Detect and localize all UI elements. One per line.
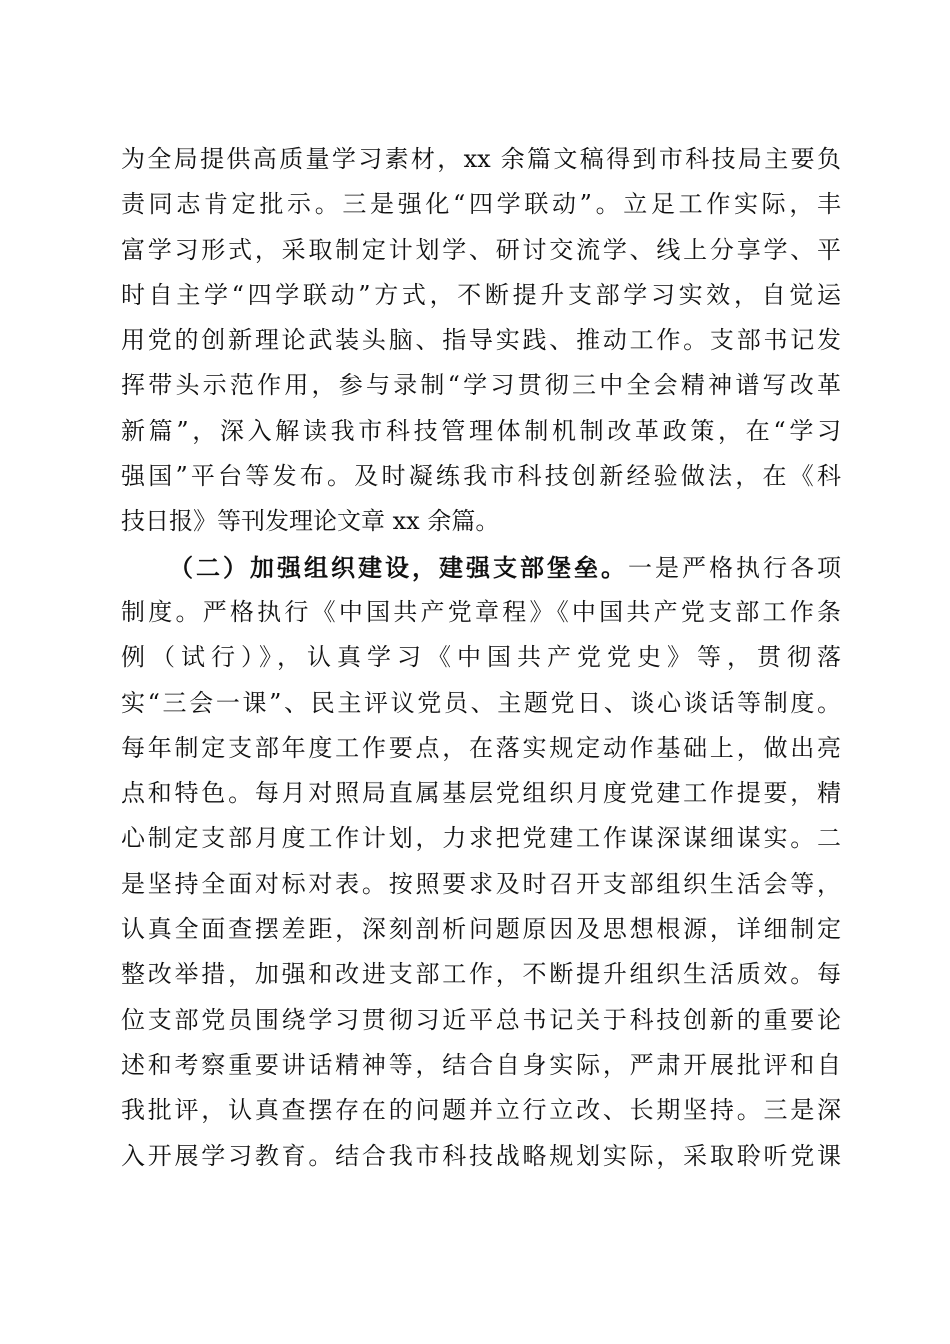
text-line: 挥带头示范作用，参与录制“学习贯彻三中全会精神谱写改革	[121, 371, 841, 400]
document-body	[121, 137, 841, 1179]
text-line: 新篇”，深入解读我市科技管理体制机制改革政策，在“学习	[121, 416, 841, 445]
text-line: 用党的创新理论武装头脑、指导实践、推动工作。支部书记发	[121, 326, 841, 355]
text-line: 每年制定支部年度工作要点，在落实规定动作基础上，做出亮	[121, 733, 841, 762]
text-line: 技日报》等刊发理论文章 xx 余篇。	[121, 507, 500, 536]
text-line: 我批评，认真查摆存在的问题并立行立改、长期坚持。三是深	[121, 1096, 841, 1125]
text-line: 认真全面查摆差距，深刻剖析问题原因及思想根源，详细制定	[121, 915, 841, 944]
text-line: 入开展学习教育。结合我市科技战略规划实际，采取聆听党课	[121, 1141, 841, 1170]
section-first-line-text: 一是严格执行各项	[628, 553, 841, 582]
text-line: 点和特色。每月对照局直属基层党组织月度党建工作提要，精	[121, 779, 841, 808]
text-line: 例（试行）》，认真学习《中国共产党党史》等，贯彻落	[121, 643, 841, 672]
text-line: 述和考察重要讲话精神等，结合自身实际，严肃开展批评和自	[121, 1050, 841, 1079]
text-line: 整改举措，加强和改进支部工作，不断提升组织生活质效。每	[121, 960, 841, 989]
text-line: 时自主学“四学联动”方式，不断提升支部学习实效，自觉运	[121, 280, 841, 309]
text-line: 是坚持全面对标对表。按照要求及时召开支部组织生活会等，	[121, 869, 841, 898]
text-line: 制度。严格执行《中国共产党章程》《中国共产党支部工作条	[121, 597, 841, 626]
text-line: 为全局提供高质量学习素材，xx 余篇文稿得到市科技局主要负	[121, 145, 841, 173]
text-line: 富学习形式，采取制定计划学、研讨交流学、线上分享学、平	[121, 235, 841, 264]
text-line: 位支部党员围绕学习贯彻习近平总书记关于科技创新的重要论	[121, 1005, 841, 1034]
text-line: 心制定支部月度工作计划，力求把党建工作谋深谋细谋实。二	[121, 824, 841, 853]
text-line: 责同志肯定批示。三是强化“四学联动”。立足工作实际，丰	[121, 190, 841, 219]
text-line: 实“三会一课”、民主评议党员、主题党日、谈心谈话等制度。	[121, 688, 841, 717]
section-heading: （二）加强组织建设，建强支部堡垒。	[169, 552, 628, 582]
text-line: 强国”平台等发布。及时凝练我市科技创新经验做法，在《科	[121, 462, 841, 491]
section-heading-line	[121, 545, 841, 590]
